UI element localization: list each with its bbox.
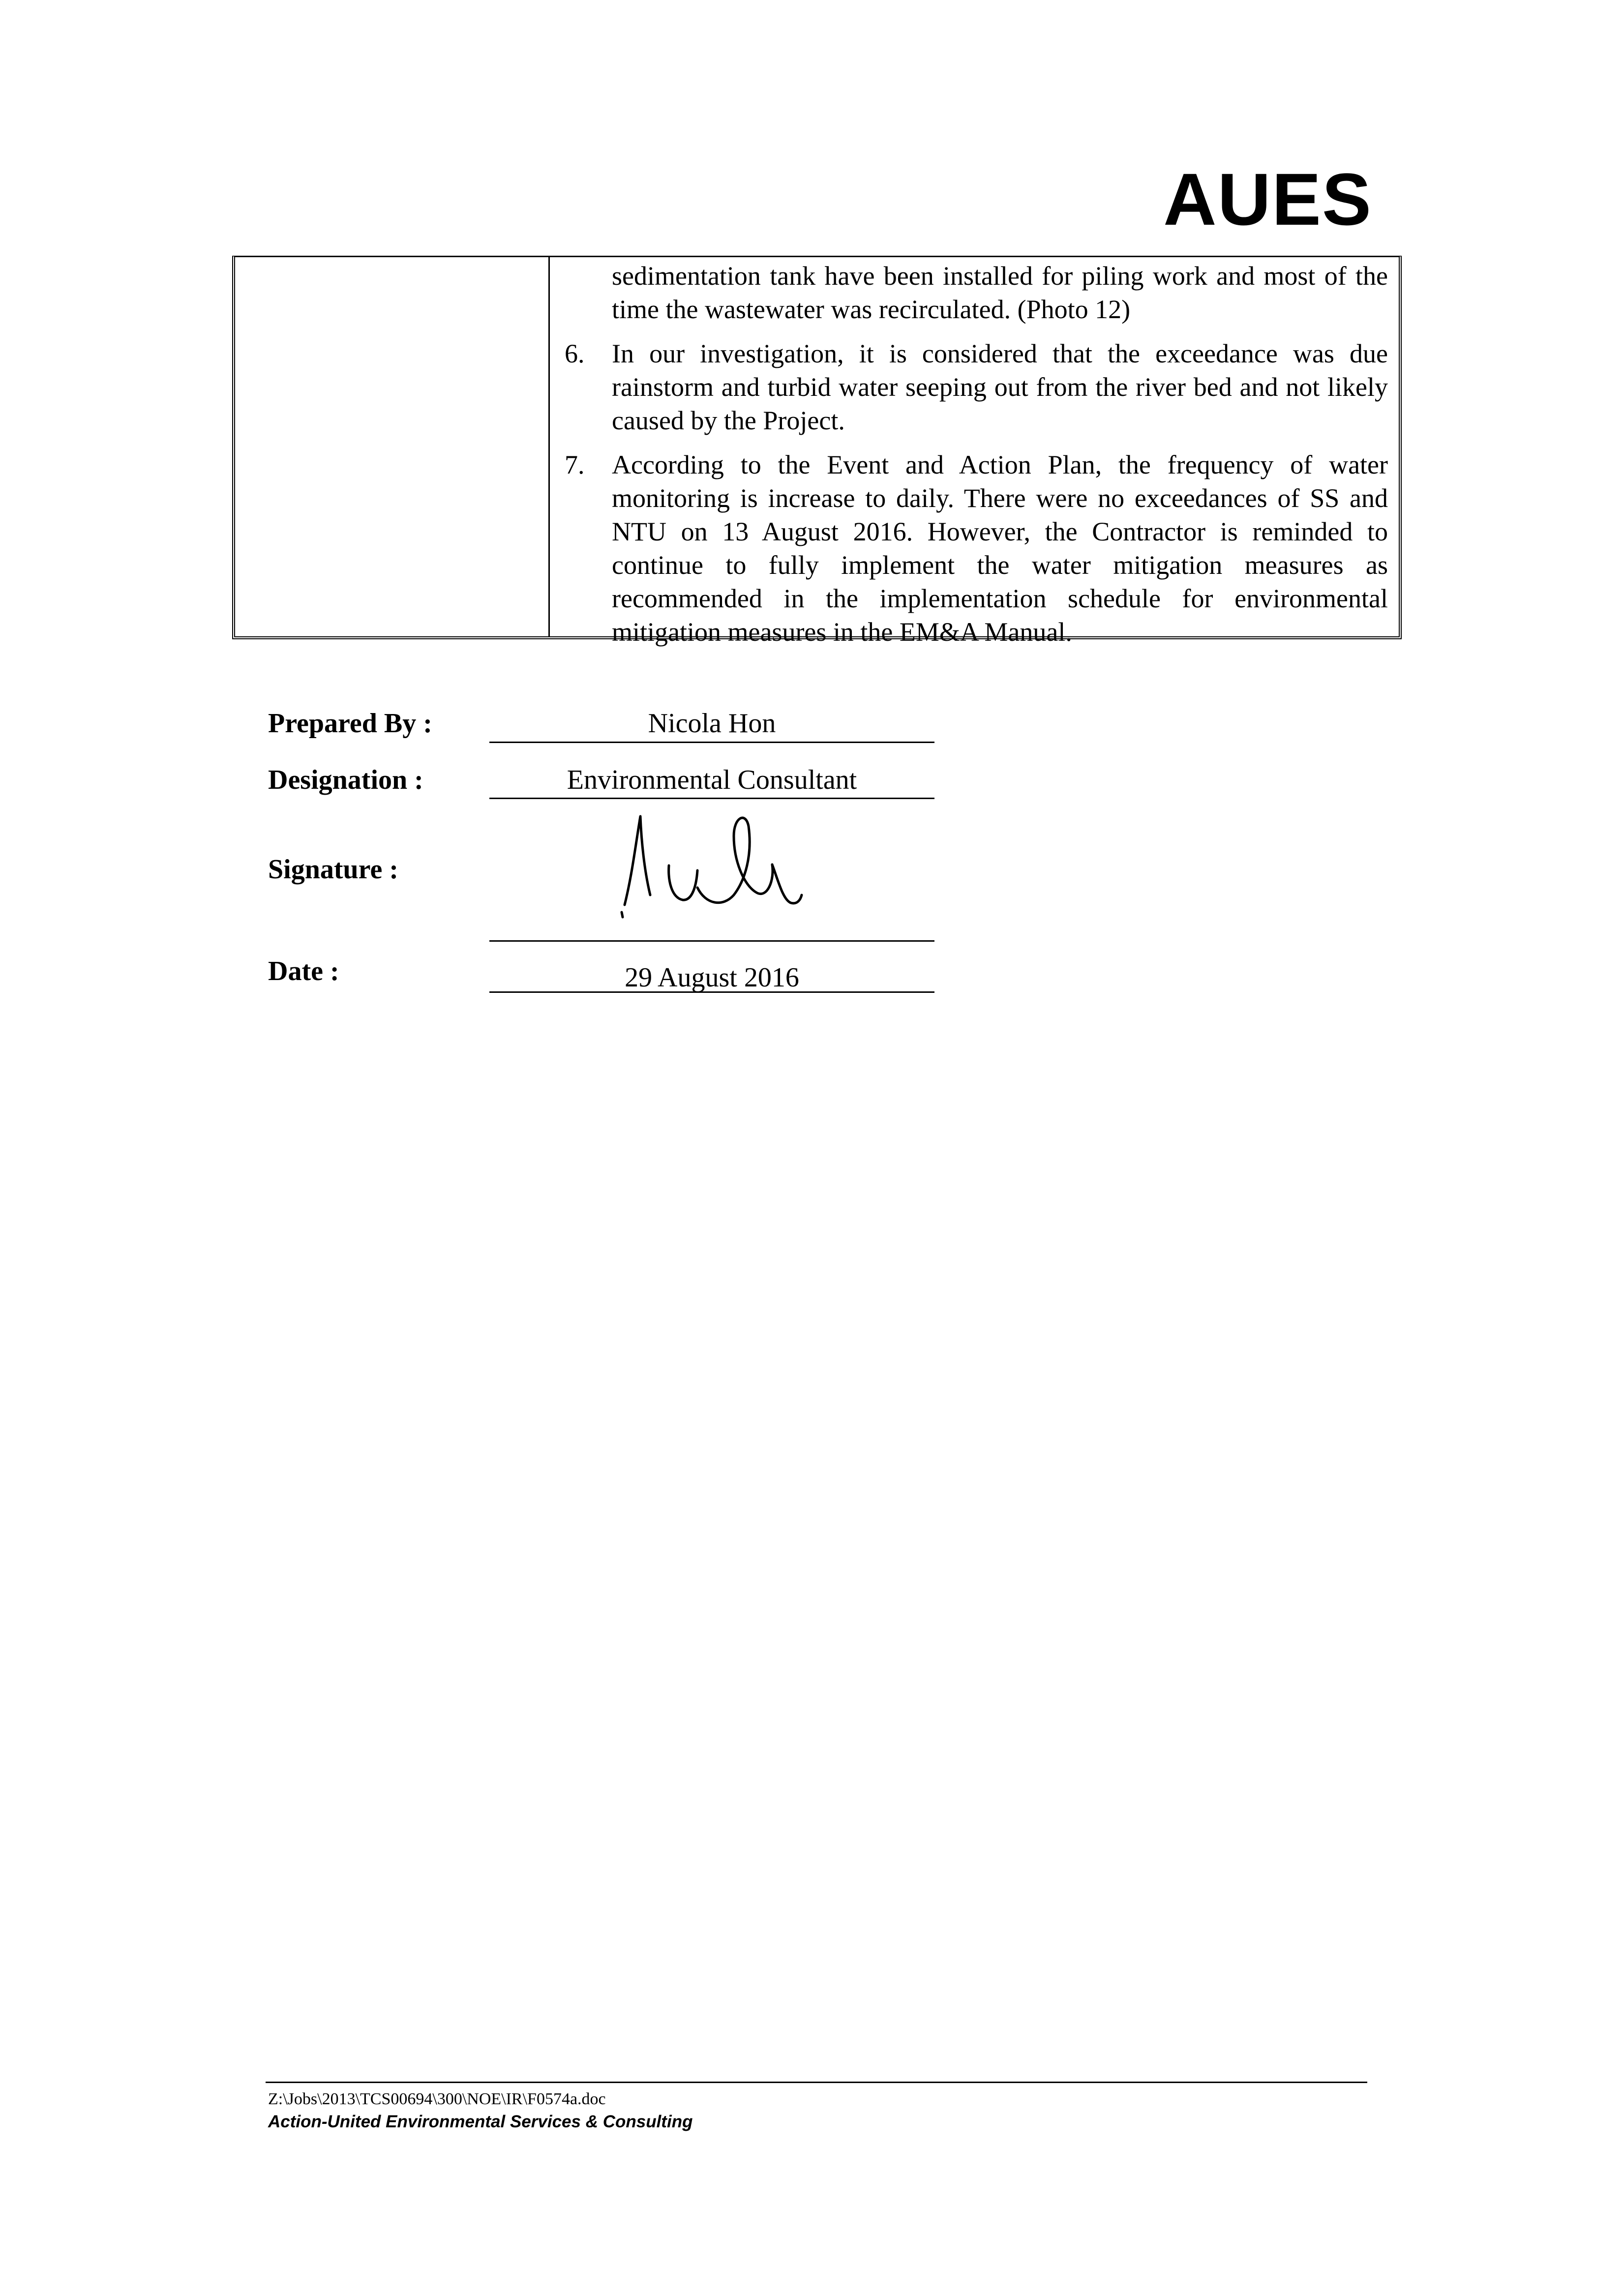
continued-paragraph: sedimentation tank have been installed for piling work and most of the time the wastewater was recirculated. (Photo 12) bbox=[612, 261, 1388, 324]
table-left-cell bbox=[235, 257, 550, 636]
list-item-text: According to the Event and Action Plan, the frequency of water monitoring is increase to daily. There were no exceedances of SS and NTU on 13 August 2016. However, the Contractor is reminded to continue to fully implement the water mitigation measures as recommended in the implementation schedule for environmental mitigation measures in the EM&A Manual. bbox=[612, 450, 1388, 647]
prepared-by-label: Prepared By : bbox=[268, 708, 432, 739]
date-underline bbox=[489, 991, 934, 993]
list-item bbox=[565, 337, 1388, 437]
table-right-cell bbox=[550, 257, 1399, 647]
company-logo: AUES bbox=[1163, 158, 1372, 240]
designation-underline bbox=[489, 798, 934, 799]
prepared-by-value: Nicola Hon bbox=[648, 708, 776, 739]
date-value: 29 August 2016 bbox=[625, 962, 799, 993]
date-label: Date : bbox=[268, 956, 339, 986]
signature-underline bbox=[489, 940, 934, 942]
list-item-number: 7. bbox=[565, 450, 585, 479]
footer-divider bbox=[266, 2082, 1367, 2083]
list-item bbox=[565, 448, 1388, 649]
designation-label: Designation : bbox=[268, 765, 423, 795]
footer-company-name: Action-United Environmental Services & Consulting bbox=[268, 2112, 693, 2131]
footer-file-path: Z:\Jobs\2013\TCS00694\300\NOE\IR\F0574a.doc bbox=[268, 2090, 606, 2108]
list-item-text: In our investigation, it is considered that the exceedance was due rainstorm and turbid water seeping out from the river bed and not likely caused by the Project. bbox=[612, 339, 1388, 435]
designation-value: Environmental Consultant bbox=[567, 765, 857, 795]
prepared-by-underline bbox=[489, 742, 934, 743]
list-item-number: 6. bbox=[565, 339, 585, 368]
handwritten-signature bbox=[605, 806, 831, 934]
signature-label: Signature : bbox=[268, 854, 398, 885]
report-table bbox=[232, 256, 1402, 647]
